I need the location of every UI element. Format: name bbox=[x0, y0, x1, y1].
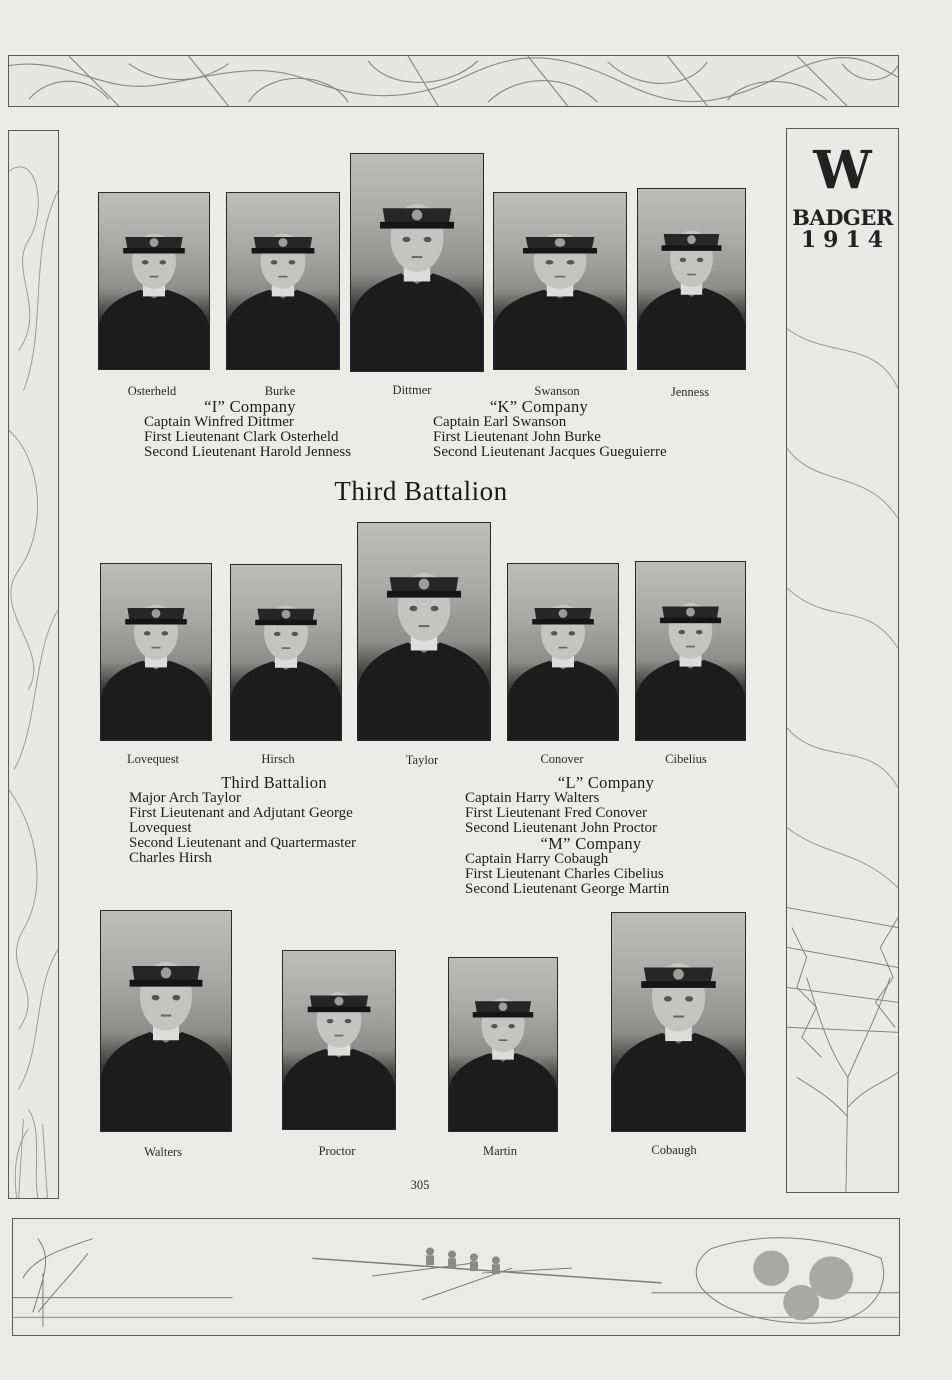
caption-jenness: Jenness bbox=[670, 385, 710, 399]
l-company-line: Captain Harry Walters bbox=[465, 790, 600, 806]
i-company-line: Second Lieutenant Harold Jenness bbox=[144, 444, 352, 460]
caption-martin: Martin bbox=[482, 1144, 518, 1158]
l-m-company-block bbox=[465, 775, 747, 897]
k-company-line: First Lieutenant John Burke bbox=[433, 429, 601, 445]
portrait-hirsch bbox=[230, 564, 342, 741]
m-company-line: Captain Harry Cobaugh bbox=[465, 851, 609, 867]
i-company-line: Captain Winfred Dittmer bbox=[144, 414, 294, 430]
i-company-heading: “I” Company bbox=[204, 397, 296, 416]
section-heading: Third Battalion bbox=[334, 476, 508, 506]
l-company-line: First Lieutenant Fred Conover bbox=[465, 805, 648, 821]
caption-burke: Burke bbox=[264, 384, 296, 398]
caption-cibelius: Cibelius bbox=[665, 752, 707, 766]
caption-osterheld: Osterheld bbox=[127, 384, 177, 398]
third-battalion-heading: Third Battalion bbox=[221, 773, 327, 792]
portrait-proctor bbox=[282, 950, 396, 1130]
k-company-line: Second Lieutenant Jacques Gueguierre bbox=[433, 444, 667, 460]
portrait-conover bbox=[507, 563, 619, 741]
top-decorative-border bbox=[8, 55, 899, 107]
k-company-heading: “K” Company bbox=[489, 397, 589, 416]
third-battalion-block bbox=[129, 775, 419, 866]
portrait-burke bbox=[226, 192, 340, 370]
caption-hirsch: Hirsch bbox=[261, 752, 295, 766]
left-decorative-border bbox=[8, 130, 59, 1199]
portrait-walters bbox=[100, 910, 232, 1132]
caption-conover: Conover bbox=[540, 752, 584, 766]
portrait-cobaugh bbox=[611, 912, 746, 1132]
caption-swanson: Swanson bbox=[534, 384, 580, 398]
portrait-swanson bbox=[493, 192, 627, 370]
tree-illustration bbox=[787, 129, 898, 1192]
k-company-block bbox=[433, 399, 667, 460]
third-battalion-line: Major Arch Taylor bbox=[129, 790, 241, 806]
yearbook-logo-year: 1914 bbox=[800, 227, 891, 253]
right-decorative-border bbox=[786, 128, 899, 1193]
third-battalion-line: Charles Hirsh bbox=[129, 850, 212, 866]
portrait-osterheld bbox=[98, 192, 210, 370]
k-company-line: Captain Earl Swanson bbox=[433, 414, 567, 430]
m-company-heading: “M” Company bbox=[540, 834, 642, 853]
third-battalion-line: Second Lieutenant and Quartermaster bbox=[129, 835, 356, 851]
yearbook-logo-name: BADGER bbox=[792, 205, 893, 230]
bottom-decorative-border bbox=[12, 1218, 900, 1336]
caption-taylor: Taylor bbox=[405, 753, 439, 767]
rowing-crew-illustration bbox=[13, 1219, 899, 1335]
portrait-jenness bbox=[637, 188, 746, 370]
caption-lovequest: Lovequest bbox=[126, 752, 180, 766]
i-company-block bbox=[144, 399, 356, 460]
m-company-line: Second Lieutenant George Martin bbox=[465, 881, 670, 897]
third-battalion-line: Lovequest bbox=[129, 820, 192, 836]
l-company-heading: “L” Company bbox=[557, 773, 655, 792]
portrait-cibelius bbox=[635, 561, 746, 741]
caption-cobaugh: Cobaugh bbox=[651, 1143, 697, 1157]
cloud-tree-illustration bbox=[9, 131, 58, 1198]
m-company-line: First Lieutenant Charles Cibelius bbox=[465, 866, 664, 882]
cloud-branch-illustration bbox=[9, 56, 898, 106]
portrait-lovequest bbox=[100, 563, 212, 741]
third-battalion-line: First Lieutenant and Adjutant George bbox=[129, 805, 353, 821]
i-company-line: First Lieutenant Clark Osterheld bbox=[144, 429, 339, 445]
page-number: 305 bbox=[410, 1178, 430, 1192]
portrait-taylor bbox=[357, 522, 491, 741]
l-company-line: Second Lieutenant John Proctor bbox=[465, 820, 658, 836]
portrait-martin bbox=[448, 957, 558, 1132]
caption-proctor: Proctor bbox=[318, 1144, 356, 1158]
portrait-dittmer bbox=[350, 153, 484, 372]
caption-dittmer: Dittmer bbox=[392, 383, 432, 397]
yearbook-logo-letter: W bbox=[813, 140, 872, 201]
caption-walters: Walters bbox=[144, 1145, 182, 1159]
